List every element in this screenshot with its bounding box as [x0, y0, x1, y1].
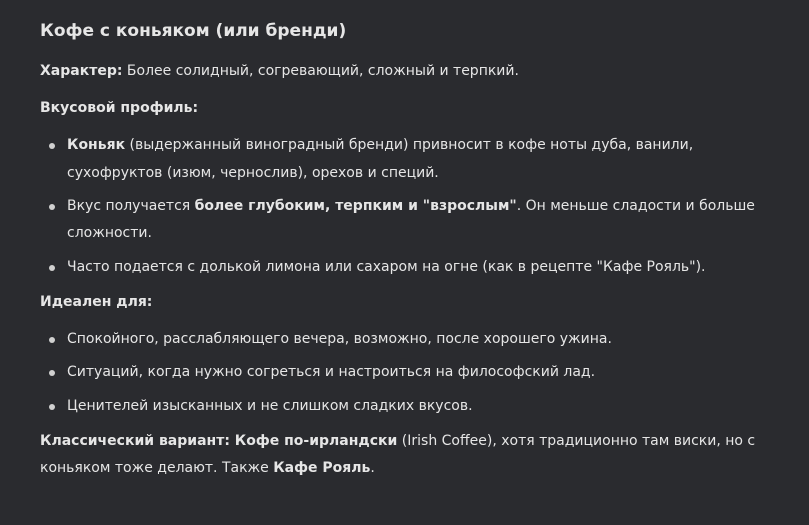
list-item-text: Спокойного, расслабляющего вечера, возможно, после хорошего ужина.	[67, 331, 612, 348]
classic-paragraph	[40, 428, 769, 483]
list-item	[40, 193, 769, 248]
list-item	[40, 254, 769, 281]
list-item	[40, 359, 769, 386]
list-item-bold: Коньяк	[67, 137, 126, 154]
list-item-text: . Он меньше сладости и больше сложности.	[67, 197, 755, 242]
profile-list	[40, 132, 769, 280]
list-item-text: Вкус получается	[67, 197, 195, 214]
list-item	[40, 132, 769, 187]
ideal-list	[40, 326, 769, 420]
classic-label: Классический вариант: Кофе по-ирландски	[40, 433, 398, 450]
classic-bold: Кафе Рояль	[273, 460, 371, 477]
classic-end: .	[370, 460, 375, 477]
list-item-text: (выдержанный виноградный бренди) привносит в кофе ноты дуба, ванили, сухофруктов (изюм, чернослив), орехов и специй.	[67, 137, 694, 181]
list-item	[40, 393, 769, 420]
list-item	[40, 326, 769, 353]
classic-text: (Irish Coffee), хотя традиционно там виски, но с коньяком тоже делают. Также	[40, 433, 756, 477]
ideal-heading-label: Идеален для:	[40, 293, 153, 310]
list-item-bold: более глубоким, терпким и "взрослым"	[194, 197, 517, 214]
list-item-text: Ценителей изысканных и не слишком сладких вкусов.	[67, 397, 473, 414]
profile-heading	[40, 95, 769, 122]
character-label: Характер:	[40, 62, 123, 79]
character-paragraph	[40, 58, 769, 85]
character-text: Более солидный, согревающий, сложный и терпкий.	[122, 62, 519, 79]
profile-heading-label: Вкусовой профиль:	[40, 100, 199, 117]
ideal-heading	[40, 289, 769, 316]
list-item-text: Часто подается с долькой лимона или сахаром на огне (как в рецепте "Кафе Рояль").	[67, 258, 706, 275]
list-item-text: Ситуаций, когда нужно согреться и настроиться на философский лад.	[67, 364, 596, 381]
section-title: Кофе с коньяком (или бренди)	[40, 21, 347, 41]
